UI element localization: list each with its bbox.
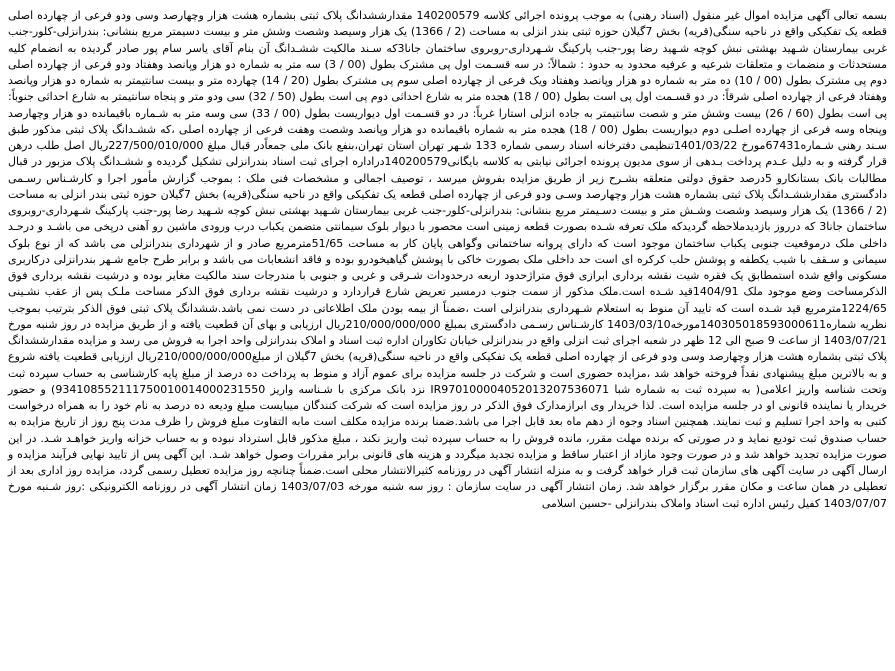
auction-notice: [8, 8, 887, 512]
notice-body: بسمه تعالی آگهی مزایده اموال غیر منقول (اسناد رهنی) به موجب پرونده اجرائی کلاسه 140200579 مقدارششدانگ پلاک ثبتی بشماره هشت هزار وچهارصد وسی ودو فرعی از چهارده اصلی قطعه یک تفکیکی واقع در ناحیه سنگی(قریه) بخش 7گیلان حوزه ثبتی بندر انزلی به مساحت (2 / 1366) یک هزار وسیصد وشصت وشش متر و بیست دسیمتر مربع بنشانی: بندرانزلی-کلور-جنب غربی بیمارستان شـهید بهشتی نبش کوچه شـهید رضا پور-جنب پارکینگ شـهرداری-روبروی ساختمان جانا3که سـند مالکیت ششـدانگ آن بنام آقای یاسر سام پور صادر گردیده به انضمام کلیه مستحدثات و منضمات و متعلقات شرعیه و عرفیه محدود به حدود : شمالاً: در سه قسـمت اول پی مشترک بطول (00 / 3) سه متر به شماره دو هزار وپانصد وهفتاد ودو فرعی از چهارده اصلی دوم پی مشترک بطول (00 / 10) ده متر به شماره دو هزار وپانصد وهفتاد ویک فرعی از چهارده اصلی سوم پی مشترک بطول (20 / 14) چهارده متر و بیست سانتیمتر به شماره دو هزار وپانصد وهفتاد فرعی از چهارده اصلی شرقاً: در دو قسـمت اول پی است بطول (00 / 18) هجده متر به شارع احداثی دوم پی است بطول (50 / 32) سی ودو متر و پنجاه سانتیمتر به شارع احداثی جنوباً: پی است بطول (60 / 26) بیست وشش متر و شصت سانتیمتر به جاده انزلی استارا غرباً: در دو قسـمت اول دیواریست بطول (00 / 33) سی وسه متر به شـماره باقیمانده دو هزار وچهارصد وپنجاه وسه فرعی از چهارده اصلـی دوم دیواریست بطول (00 / 18) هجده متر به شماره باقیمانده دو هزار وپانصد وشصت وهفت فرعی از چهارده اصلی ،که ششـدانگ پلاک ثبتی مذکور طبق سـند رهنی شـماره67431مورخ 1401/03/22تنظیمی دفترخانه اسناد رسمی شماره 133 شـهر تهران استان تهران،بنفع بانک ملی جمعاًدر قبال مبلغ 227/500/010/000ریال اصل طلب درهن قرار گرفته و به دلیل عـدم پرداخت بـدهی از سوی مدیون پرونده اجرائی نیابتی به کلاسه بایگانی140200579دراداره اجرای ثبت اسناد بندرانزلی تشکیل گردیده و ششـدانگ پلاک مزبور در قبال مطالبات بانک بستانکارو 5درصد حقوق دولتی متعلقه بشـرح زیر از طریق مزایده بفروش میرسد ، توصیف اجمالی و مشخصات فنی ملک : بموجب گزارش مأمور اجرا و کارشـناس رسـمی دادگستری مقدارششـدانگ پلاک ثبتی بشماره هشت هزار وچهارصد وسـی ودو فرعی از چهارده اصلی قطعه یک تفکیکی واقع در ناحیه سنگی(قریه) بخش 7گیلان حوزه ثبتی بندر انزلی به مساحت (2 / 1366) یک هزار وسیصد وشصت وشـش متر و بیست دسـیمتر مربع بنشانی: بندرانزلی-کلور-جنب غربی بیمارستان شـهید بهشتی نبش کوچه شـهید رضا پور-جنب پارکینگ شـهرداری-روبروی ساختمان جانا3 که درروز بازدیدملاحظه گردیدکه ملک تعرفه شـده بصورت قطعه زمینی است محصور با دیوار بلوک سیمانتی متضمن یکباب درب ورودی ماشین رو آهنی درپخی می باشـد و درحـد داخلی ملک درموقعیت جنوبی یکباب ساختمان موجود است که دارای پروانه ساختمانی وگواهی پایان کار به مساحت 51/65مترمربع صادر و از شهرداری بندرانزلی می باشد که از نوع بلوک سیمانی و سـقف با شیب یکطفه و پوشش حلب کرکره ای است حد داخلی ملک بصورت خاکی با پوشش گیاهیخودرو بوده و فاقد انشعابات می باشد و برابر طرح جامع شـهر بندرانزلی درکاربری مسکونی واقع شده استمطابق یک فقره شیت نقشه برداری ابرازی فوق متراژحدود اربعه درحدودات شـرقی و غربی و جنوبی با مندرجات سند مالکیت مغایر بوده و درشیت نقشه برداری فوق الذکرمساحت وضع موجود ملک 1404/91قید شـده است.ملک مذکور از سمت جنوب درمسیر تعریض شارع قراردارد و درشیت نقشه برداری فوق الذکر مساحت ملـک پس از عقب نشـینی 1224/65مترمربع قید شـده است که تایید آن منوط به استعلام شـهرداری بندرانزلی است ،ضمناً از بیمه بودن ملک اطلاعاتی در دست نمی باشد.ششدانگ پلاک ثبتی فوق الذکر بترتیب بموجب نظریه شماره140305018593000611مورخه1403/03/10 کارشـناس رسـمی دادگستری بمبلغ 210/000/000/000ریال ارزیابی و بهای آن قطعیت یافته و از طریق مزایده در روز شنبه مورخ 1403/07/21 از ساعت 9 صبح الی 12 ظهر در شعبه اجرای ثبت انزلی واقع در بندرانزلی خیابان تکاوران اداره ثبت اسناد و املاک بندرانزلی واحد اجرا به فروش می رسد و مزایده مقدارششدانگ پلاک ثبتی بشماره هشت هزار وچهارصد وسی ودو فرعی از چهارده اصلی قطعه یک تفکیکی واقع در ناحیه سنگی(قریه) بخش 7گیلان از مبلغ210/000/000/000ریال ارزیابی قطعیت یافته شروع و به بالاترین مبلغ پیشنهادی نقداً فروخته خواهد شد ،مزایده حضوری است و شرکت در جلسه مزایده برای عموم آزاد و منوط به پرداخت ده درصد از مبلغ پایه کارشناسی به حساب سپرده ثبت وتحت شناسه واریز اعلامی( به سپرده ثبت به شماره شبا IR970100004052013207536071 نزد بانک مرکزی با شـناسه واریز 934108552111750010014000231550) و حضور خریدار یا نماینده قانونی او در جلسه مزایده است. لذا خریدار وی ابرازمدارک فوق الذکر در روز مزایده است که شرکت کنندگان میبایست مبلغ ودیعه ده درصد به نام خود را به همراه درخواست کتبی به واحد اجرا تسلیم و ثبت نمایند. همچنین اسناد وجوه از دهم ماه بعد قابل اجرا می باشد.ضمنا برنده مزایده مکلف است مابه التفاوت مبلغ فروش را ظرف مدت پنج روز از تاریخ مزایده به حساب صندوق ثبت تودیع نماید و در صورتی که برنده مهلت مقرر، مانده فروش را به حساب سپرده ثبت واریز نکند ، مبلغ مذکور قابل استرداد نبوده و به حساب خزانه واریز خواهـد شـد. در این صورت مزایده تجدید خواهد شد و در صورت وجود مازاد از اعتبار ساقط و مزایده تجدید میگردد و هزینه های قانونی برابر مقررات وصول خواهد شـد. این آگهی پس از تایید نهایی فرآیند مزایده و ارسال آگهی در سایت آگهی های سازمان ثبت قرار خواهد گرفت و به منزله انتشار آگهی در روزنامه کثیرالانتشار محلی است.ضمناً چنانچه روز مزایده تعطیل رسمی گردد، مزایده روز اداری بعد از تعطیلی در همان ساعت و مکان مقرر برگزار خواهد شد. زمان انتشار آگهی در سایت سازمان : روز سه شنبه مورخه 1403/07/03 زمان انتشار آگهی در روزنامه الکترونیکی :روز شـنبه مورخ 1403/07/07 کفیل رئیس اداره ثبت اسناد واملاک بندرانزلی -حسین اسلامی: [8, 9, 888, 510]
